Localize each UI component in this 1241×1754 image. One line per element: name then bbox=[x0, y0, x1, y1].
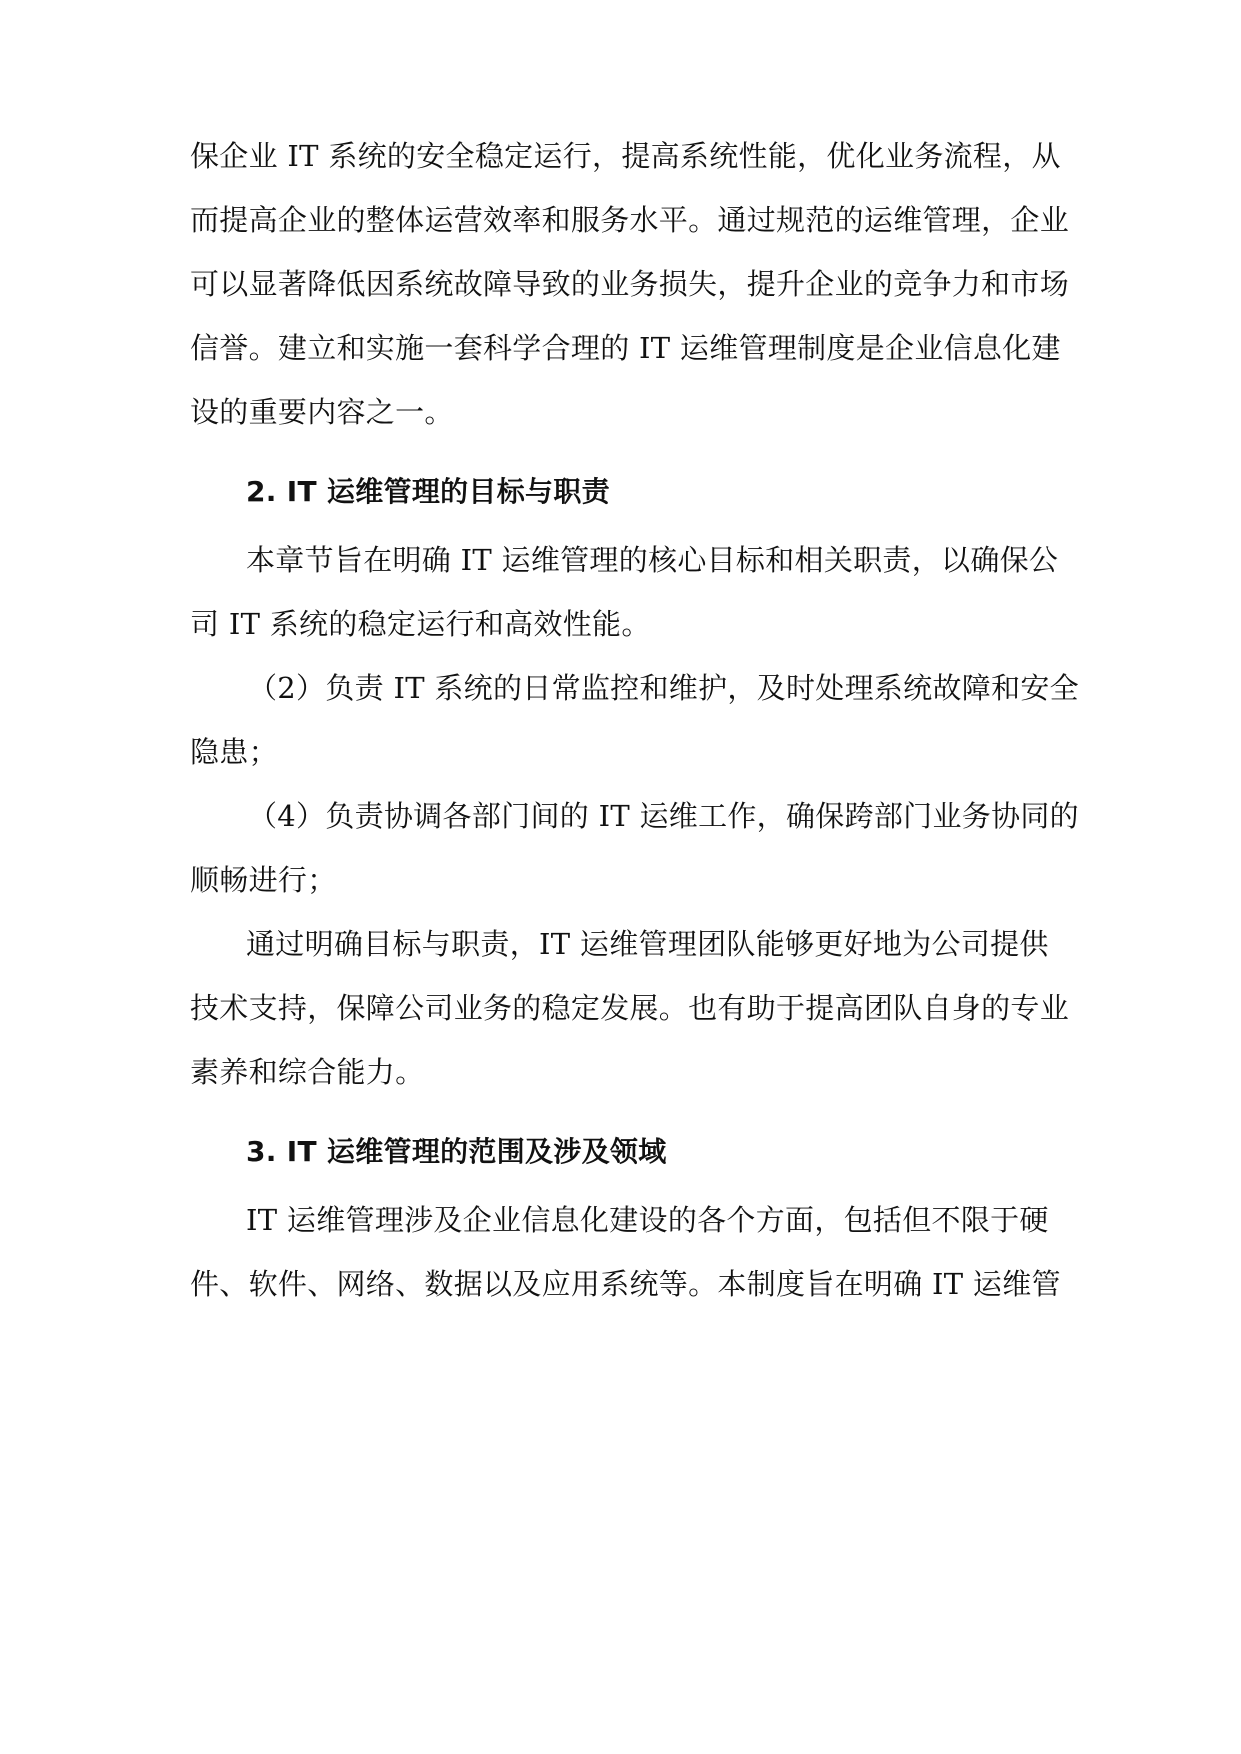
section-2-paragraph-2-line-2: 技术支持，保障公司业务的稳定发展。也有助于提高团队自身的专业 bbox=[190, 991, 1070, 1025]
section-2-paragraph-2-line-3: 素养和综合能力。 bbox=[190, 1055, 425, 1089]
section-2-paragraph-2-line-1: 通过明确目标与职责，IT 运维管理团队能够更好地为公司提供 bbox=[246, 927, 1049, 961]
intro-line-2: 而提高企业的整体运营效率和服务水平。通过规范的运维管理，企业 bbox=[190, 203, 1070, 237]
intro-line-1: 保企业 IT 系统的安全稳定运行，提高系统性能，优化业务流程，从 bbox=[190, 139, 1061, 173]
section-3-paragraph-1-line-2: 件、软件、网络、数据以及应用系统等。本制度旨在明确 IT 运维管 bbox=[190, 1267, 1061, 1301]
intro-line-3: 可以显著降低因系统故障导致的业务损失，提升企业的竞争力和市场 bbox=[190, 267, 1070, 301]
intro-line-5: 设的重要内容之一。 bbox=[190, 395, 454, 429]
section-2-paragraph-1-line-1: 本章节旨在明确 IT 运维管理的核心目标和相关职责，以确保公 bbox=[246, 543, 1059, 577]
section-3-paragraph-1-line-1: IT 运维管理涉及企业信息化建设的各个方面，包括但不限于硬 bbox=[246, 1203, 1049, 1237]
section-2-item-4-line-1: （4）负责协调各部门间的 IT 运维工作，确保跨部门业务协同的 bbox=[248, 799, 1079, 833]
section-2-item-2-line-1: （2）负责 IT 系统的日常监控和维护，及时处理系统故障和安全 bbox=[248, 671, 1079, 705]
section-2-item-2-line-2: 隐患； bbox=[190, 735, 278, 769]
section-3-heading: 3. IT 运维管理的范围及涉及领域 bbox=[246, 1135, 667, 1168]
section-2-item-4-line-2: 顺畅进行； bbox=[190, 863, 337, 897]
section-2-heading: 2. IT 运维管理的目标与职责 bbox=[246, 475, 610, 508]
intro-line-4: 信誉。建立和实施一套科学合理的 IT 运维管理制度是企业信息化建 bbox=[190, 331, 1061, 365]
section-2-paragraph-1-line-2: 司 IT 系统的稳定运行和高效性能。 bbox=[190, 607, 651, 641]
